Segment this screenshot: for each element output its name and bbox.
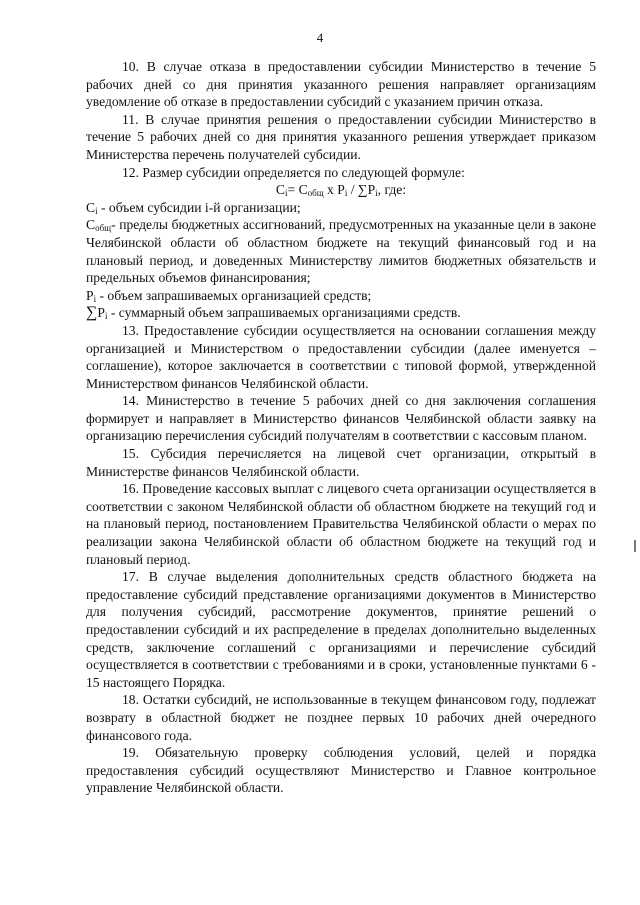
paragraph-15: 15. Субсидия перечисляется на лицевой счет организации, открытый в Министерстве финансов Челябинской области. [86, 446, 596, 479]
paragraph-13: 13. Предоставление субсидии осуществляется на основании соглашения между организацией и Министерством о предоставлении субсидии (далее именуется – соглашение), которое заключается в соответствии с типовой формой, утвержденной Министерством финансов Челябинской области. [86, 322, 596, 391]
definition-sum-pi: $\sum P_i$ - суммарный объем запрашиваемых организациями средств. [86, 304, 461, 322]
paragraph-16: 16. Проведение кассовых выплат с лицевого счета организации осуществляется в соответствии с законом Челябинской области об областном бюджете на текущий год и на плановый период, постановлением Правительства Челябинской области о мерах по реализации закона Челябинской области об областном бюджете на текущий год и плановый период. [86, 481, 596, 567]
scan-edge-mark [634, 540, 636, 552]
definition-cobsh: $C_{общ}-$ пределы бюджетных ассигнований, предусмотренных на указанные цели в законе Челябинской области об областном бюджете на текущий финансовый год и на плановый период, и доведенных Министерству лимитов бюджетных обязательств и предельных объемов финансирования; [86, 217, 596, 286]
paragraph-17: 17. В случае выделения дополнительных средств областного бюджета на предоставление субсидий представление организациями документов в Министерство для получения субсидий, рассмотрение документов, принятие решений о предоставлении субсидий и их распределение в пределах дополнительно выделенных средств, заключение соглашений с организациями и перечисление субсидий осуществляется в соответствии с требованиями и в сроки, установленные пунктами 6 - 15 настоящего Порядка. [86, 569, 596, 690]
paragraph-12: 12. Размер субсидии определяется по следующей формуле: [122, 164, 465, 180]
paragraph-18: 18. Остатки субсидий, не использованные в текущем финансовом году, подлежат возврату в областной бюджет не позднее первых 10 рабочих дней очередного финансового года. [86, 692, 596, 743]
page-number: 4 [316, 30, 324, 45]
paragraph-10: 10. В случае отказа в предоставлении субсидии Министерство в течение 5 рабочих дней со дня принятия указанного решения направляет организациям уведомление об отказе в предоставлении субсидий с указанием причин отказа. [86, 59, 596, 110]
paragraph-19: 19. Обязательную проверку соблюдения условий, целей и порядка предоставления субсидий осуществляют Министерство и Главное контрольное управление Челябинской области. [86, 745, 596, 796]
definition-pi: $P_i$ - объем запрашиваемых организацией средств; [86, 287, 372, 304]
paragraph-11: 11. В случае принятия решения о предоставлении субсидии Министерство в течение 5 рабочих дней со дня принятия указанного решения утверждает приказом Министерства перечень получателей субсидии. [86, 111, 596, 162]
subsidy-formula: $C_i= C_{общ}$ x $P_i / \sum P_i$, где: [275, 182, 407, 199]
paragraph-14: 14. Министерство в течение 5 рабочих дней со дня заключения соглашения формирует и направляет в Министерство финансов Челябинской области заявку на организацию перечисления субсидий получателям в соответствии с кассовым планом. [86, 393, 596, 444]
definition-ci: $C_i$ - объем субсидии i-й организации; [86, 199, 301, 216]
document-body [86, 58, 596, 797]
